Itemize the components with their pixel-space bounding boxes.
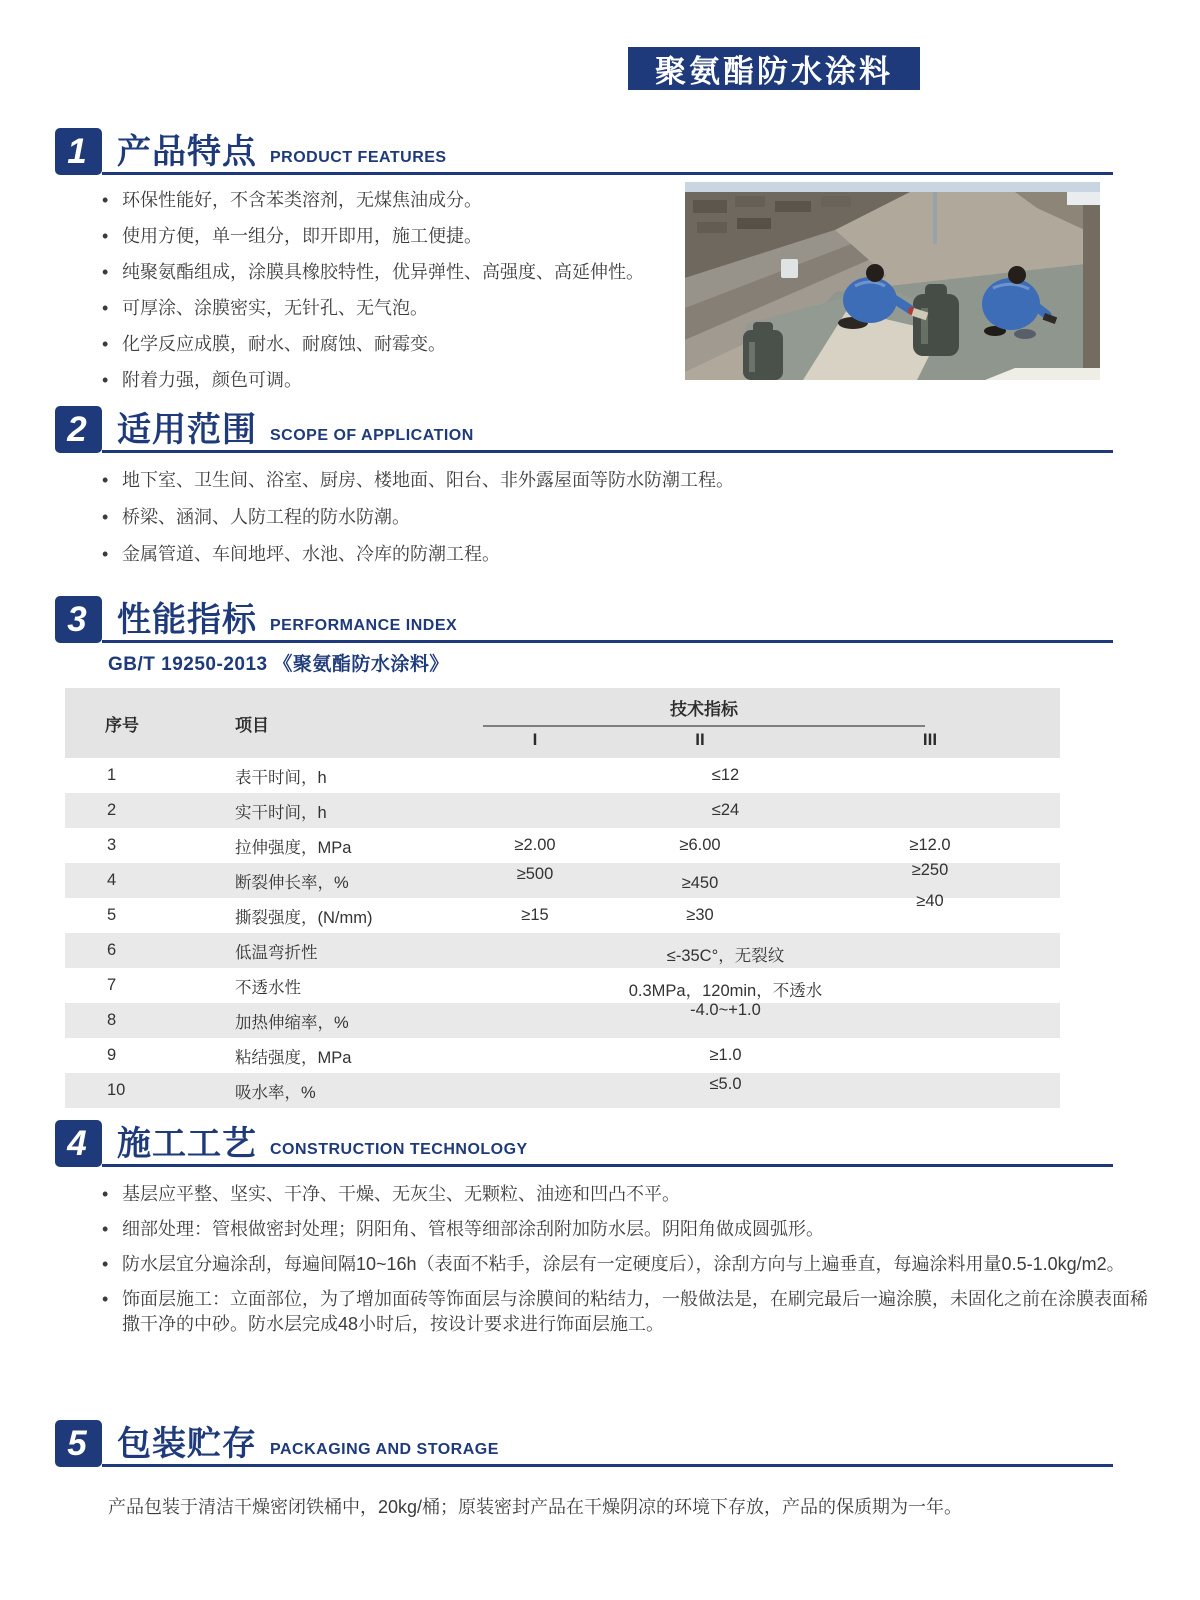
row-value: 0.3MPa，120min，不透水 <box>628 981 823 1000</box>
col-header-level-3: III <box>800 727 1060 758</box>
section-number-badge: 5 <box>55 1420 102 1467</box>
row-item: 粘结强度，MPa <box>235 1048 352 1067</box>
section-5-header <box>55 1420 1113 1467</box>
list-item: • 化学反应成膜，耐水、耐腐蚀、耐霉变。 <box>100 332 700 357</box>
table-row <box>65 863 1060 898</box>
table-row <box>65 758 1060 793</box>
section-title-en: PRODUCT FEATURES <box>270 149 447 166</box>
row-value-iii: ≥40 <box>916 892 944 910</box>
list-item: • 饰面层施工：立面部位，为了增加面砖等饰面层与涂膜间的粘结力，一般做法是，在刷完最后一遍涂膜，未固化之前在涂膜表面稀撒干净的中砂。防水层完成48小时后，按设计要求进行饰面层施工。 <box>100 1287 1148 1337</box>
section-title-en: CONSTRUCTION TECHNOLOGY <box>270 1141 528 1158</box>
row-value: ≤5.0 <box>709 1075 742 1093</box>
row-item: 断裂伸长率，% <box>235 873 349 892</box>
row-item: 低温弯折性 <box>235 943 318 962</box>
row-item: 表干时间，h <box>235 768 327 787</box>
col-header-tech <box>470 688 1060 727</box>
section-title-group <box>102 596 1113 643</box>
section-1-header <box>55 128 1113 175</box>
section-title-group <box>102 128 1113 175</box>
row-value: ≤-35C°，无裂纹 <box>666 946 785 965</box>
section-title-zh: 性能指标 <box>117 601 257 639</box>
row-value-ii: ≥6.00 <box>679 836 721 854</box>
row-item: 吸水率，% <box>235 1083 316 1102</box>
list-item: • 纯聚氨酯组成，涂膜具橡胶特性，优异弹性、高强度、高延伸性。 <box>100 260 700 285</box>
table-row <box>65 898 1060 933</box>
section-title-group <box>102 406 1113 453</box>
list-item: • 使用方便，单一组分，即开即用，施工便捷。 <box>100 224 700 249</box>
table-row <box>65 793 1060 828</box>
table-row <box>65 1073 1060 1108</box>
row-value-iii: ≥12.0 <box>909 836 951 854</box>
section-title-en: PERFORMANCE INDEX <box>270 617 458 634</box>
table-row <box>65 828 1060 863</box>
row-no: 2 <box>107 801 117 819</box>
row-value: ≥1.0 <box>709 1046 742 1064</box>
barrel <box>913 284 959 356</box>
table-header <box>65 688 1060 758</box>
section-title-group <box>102 1420 1113 1467</box>
roof-coating-photo-illustration <box>685 182 1100 380</box>
tech-index-label: 技术指标 <box>483 688 925 727</box>
row-value-ii: ≥450 <box>681 874 719 892</box>
section-title-en: SCOPE OF APPLICATION <box>270 427 474 444</box>
section-4-header <box>55 1120 1113 1167</box>
list-item: • 细部处理：管根做密封处理；阴阳角、管根等细部涂刮附加防水层。阴阳角做成圆弧形。 <box>100 1217 1148 1242</box>
section-title-zh: 施工工艺 <box>117 1125 257 1163</box>
row-no: 9 <box>107 1046 117 1064</box>
col-header-no: 序号 <box>65 688 200 758</box>
list-item: • 基层应平整、坚实、干净、干燥、无灰尘、无颗粒、油迹和凹凸不平。 <box>100 1182 1148 1207</box>
row-no: 6 <box>107 941 117 959</box>
list-item: • 防水层宜分遍涂刮，每遍间隔10~16h（表面不粘手，涂层有一定硬度后），涂刮方向与上遍垂直，每遍涂料用量0.5-1.0kg/m2。 <box>100 1252 1148 1277</box>
col-header-level-1: I <box>470 727 600 758</box>
table-row <box>65 968 1060 1003</box>
row-no: 8 <box>107 1011 117 1029</box>
row-no: 10 <box>107 1081 126 1099</box>
product-title-banner <box>628 47 920 90</box>
performance-table <box>65 688 1060 1108</box>
section-number-badge: 3 <box>55 596 102 643</box>
section-title-group <box>102 1120 1113 1167</box>
list-item: • 可厚涂、涂膜密实，无针孔、无气泡。 <box>100 296 700 321</box>
section-2-header <box>55 406 1113 453</box>
table-row <box>65 933 1060 968</box>
section-number-badge: 4 <box>55 1120 102 1167</box>
performance-table-wrap <box>65 688 1060 1108</box>
table-row <box>65 1038 1060 1073</box>
row-item: 拉伸强度，MPa <box>235 838 352 857</box>
list-item: • 环保性能好，不含苯类溶剂，无煤焦油成分。 <box>100 188 700 213</box>
section-title-zh: 产品特点 <box>117 133 257 171</box>
row-no: 3 <box>107 836 117 854</box>
row-item: 不透水性 <box>235 978 301 997</box>
row-value-i: ≥15 <box>521 906 549 924</box>
section-number-badge: 1 <box>55 128 102 175</box>
row-value: ≤24 <box>711 801 740 819</box>
row-value: ≤12 <box>711 766 740 784</box>
list-item: • 桥梁、涵洞、人防工程的防水防潮。 <box>100 505 1140 530</box>
construction-technology-list <box>100 1182 1148 1347</box>
row-no: 4 <box>107 871 117 889</box>
section-title-en: PACKAGING AND STORAGE <box>270 1441 499 1458</box>
list-item: • 金属管道、车间地坪、水池、冷库的防潮工程。 <box>100 542 1140 567</box>
table-row <box>65 1003 1060 1038</box>
section-title-zh: 适用范围 <box>117 411 257 449</box>
section-number-badge: 2 <box>55 406 102 453</box>
row-no: 1 <box>107 766 117 784</box>
row-value: -4.0~+1.0 <box>690 1001 761 1019</box>
row-no: 5 <box>107 906 117 924</box>
scope-of-application-list <box>100 468 1140 579</box>
col-header-item: 项目 <box>200 688 470 758</box>
list-item: • 附着力强，颜色可调。 <box>100 368 700 393</box>
row-value-i: ≥2.00 <box>514 836 556 854</box>
row-value-ii: ≥30 <box>686 906 714 924</box>
product-features-list <box>100 188 700 404</box>
product-title: 聚氨酯防水涂料 <box>655 54 893 89</box>
row-value-i: ≥500 <box>516 865 554 883</box>
list-item: • 地下室、卫生间、浴室、厨房、楼地面、阳台、非外露屋面等防水防潮工程。 <box>100 468 1140 493</box>
col-header-level-2: II <box>600 727 800 758</box>
section-3-header <box>55 596 1113 643</box>
row-item: 撕裂强度，(N/mm) <box>235 908 373 927</box>
section-title-zh: 包装贮存 <box>117 1425 257 1463</box>
row-item: 加热伸缩率，% <box>235 1013 349 1032</box>
application-photo <box>685 182 1100 380</box>
row-no: 7 <box>107 976 117 994</box>
barrel <box>743 322 783 380</box>
row-item: 实干时间，h <box>235 803 327 822</box>
standard-reference: GB/T 19250-2013 《聚氨酯防水涂料》 <box>108 654 449 675</box>
packaging-storage-text: 产品包装于清洁干燥密闭铁桶中，20kg/桶；原装密封产品在干燥阴凉的环境下存放，产品的保质期为一年。 <box>108 1497 963 1517</box>
row-value-iii: ≥250 <box>911 861 949 879</box>
